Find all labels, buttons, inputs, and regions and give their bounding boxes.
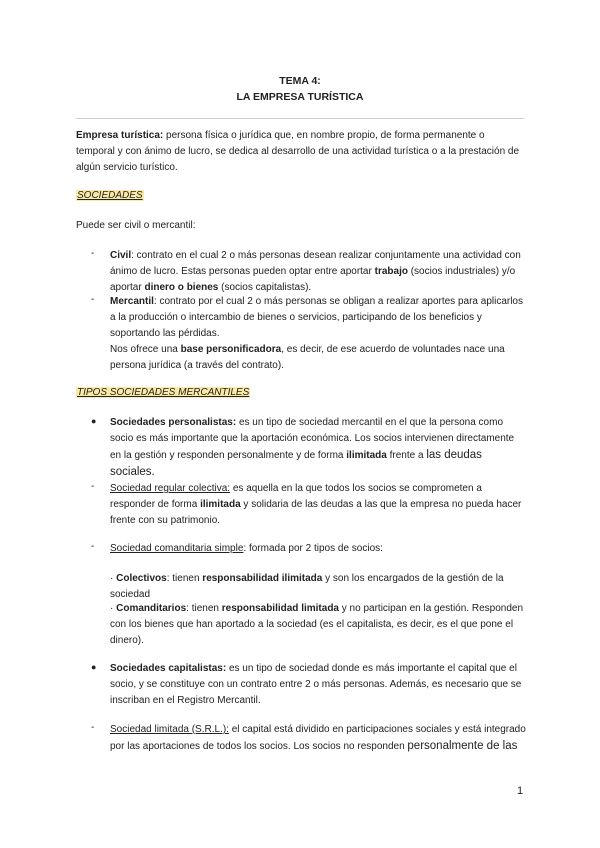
tema-label: TEMA 4:	[279, 75, 321, 87]
srl-item: Sociedad limitada (S.R.L.): el capital está dividido en participaciones sociales y está integrado por las aportaciones de todos los socios. Los socios no responden personalmente de las	[110, 724, 526, 752]
title-divider	[76, 118, 524, 119]
bullet-marker: ●	[91, 662, 97, 672]
definition-paragraph	[76, 128, 526, 176]
civil-item: Civil: contrato en el cual 2 o más personas desean realizar conjuntamente una actividad con ánimo de lucro. Estas personas pueden optar entre aportar trabajo (socios industriales) y/o aportar dinero o bienes (socios capitalistas).	[110, 250, 521, 293]
dash-marker: -	[91, 294, 95, 305]
capitalistas-item: Sociedades capitalistas: es un tipo de sociedad donde es más importante el capital que el socio, y se constituye con un contrato entre 2 o más personas. Además, es necesario que se inscriban en el Registro Mercantil.	[110, 663, 522, 706]
mercantil-item: Mercantil: contrato por el cual 2 o más personas se obligan a realizar aportes para aplicarlos a la producción o intercambio de bienes o servicios, participando de los beneficios y soportando las pérdidas. Nos ofrece una base personificadora, es decir, de ese acuerdo de voluntades nace una persona jurídica (a través del contrato).	[110, 296, 523, 371]
definition-text: persona física o jurídica que, en nombre propio, de forma permanente o temporal y con ánimo de lucro, se dedica al desarrollo de una actividad turística o a la prestación de algún servicio turístico.	[76, 130, 520, 173]
dash-marker: -	[91, 722, 95, 733]
page-title: LA EMPRESA TURÍSTICA	[236, 91, 364, 103]
section-heading-tipos: TIPOS SOCIEDADES MERCANTILES	[77, 387, 250, 398]
colectivos-subitem: · Colectivos: tienen responsabilidad ilimitada y son los encargados de la gestión de la sociedad	[110, 573, 504, 600]
dash-marker: -	[91, 541, 95, 552]
dash-marker: -	[91, 248, 95, 259]
comanditarios-subitem: · Comanditarios: tienen responsabilidad limitada y no participan en la gestión. Responden con los bienes que han aportado a la sociedad (es el capitalista, es decir, es el que pone el dinero).	[110, 603, 524, 646]
sociedades-intro: Puede ser civil o mercantil:	[76, 220, 196, 231]
bullet-marker: ●	[91, 416, 97, 426]
dash-marker: -	[91, 481, 95, 492]
section-heading-sociedades: SOCIEDADES	[77, 190, 143, 201]
definition-term: Empresa turística:	[76, 130, 164, 141]
personalistas-item: Sociedades personalistas: es un tipo de sociedad mercantil en el que la persona como socio es más importante que la aportación económica. Los socios intervienen directamente en la gestión y responden personalmente y de forma ilimitada frente a las deudas sociales.	[110, 417, 515, 478]
colectiva-item: Sociedad regular colectiva: es aquella en la que todos los socios se comprometen a responder de forma ilimitada y solidaria de las deudas a las que la empresa no pueda hacer frente con su patrimonio.	[110, 483, 522, 526]
page-number: 1	[517, 785, 524, 797]
comanditaria-item: Sociedad comanditaria simple: formada por 2 tipos de socios:	[110, 543, 383, 554]
